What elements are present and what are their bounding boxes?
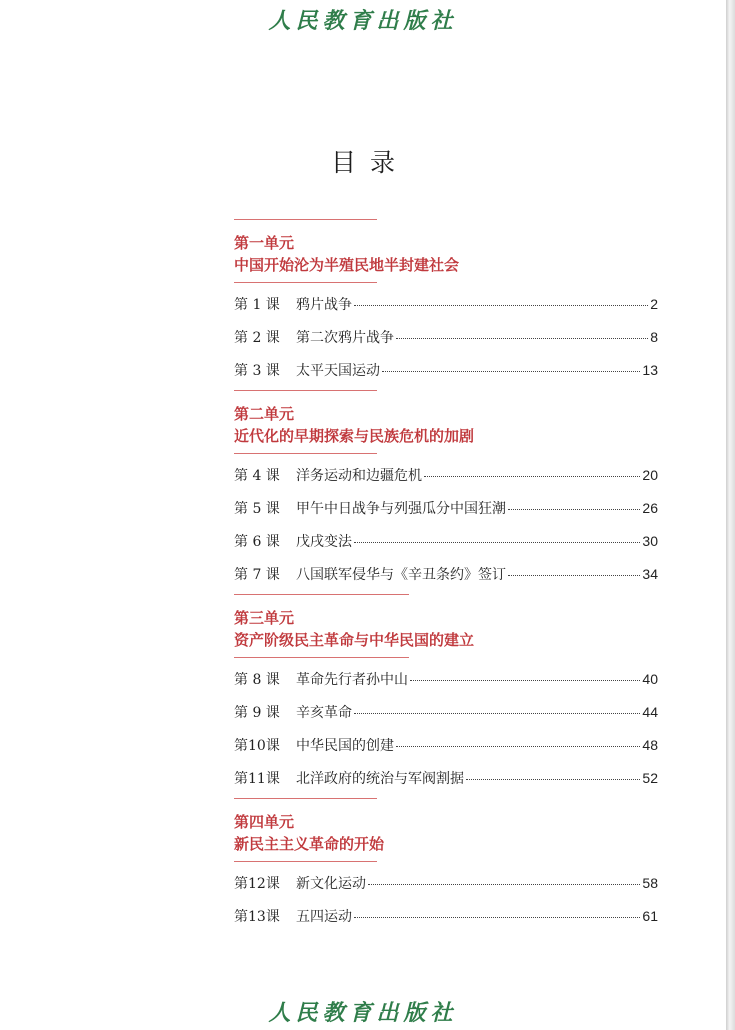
unit-rule-top <box>234 219 377 220</box>
lesson-name: 洋务运动和边疆危机 <box>296 468 422 484</box>
lesson-number: 第12课 <box>234 876 280 892</box>
lesson-name: 八国联军侵华与《辛丑条约》签订 <box>296 567 506 583</box>
leader-dots <box>410 679 640 681</box>
unit-heading <box>234 219 658 283</box>
lesson-number: 第 5 课 <box>234 501 280 517</box>
lesson-page: 44 <box>642 704 658 720</box>
publisher-logo-bottom: 人民教育出版社 <box>268 1000 458 1026</box>
unit-title: 近代化的早期探索与民族危机的加剧 <box>234 427 475 445</box>
lesson-name: 新文化运动 <box>296 876 366 892</box>
unit-title: 中国开始沦为半殖民地半封建社会 <box>234 256 460 274</box>
unit-title: 资产阶级民主革命与中华民国的建立 <box>234 631 475 649</box>
unit-heading <box>234 390 658 454</box>
lesson-entry[interactable] <box>234 873 658 893</box>
unit-1 <box>234 219 658 380</box>
lesson-page: 34 <box>642 566 658 582</box>
lesson-page: 48 <box>642 737 658 753</box>
lesson-entry[interactable] <box>234 327 658 347</box>
unit-rule-top <box>234 594 409 595</box>
unit-heading <box>234 798 658 862</box>
lesson-number: 第 3 课 <box>234 363 280 379</box>
lesson-name: 辛亥革命 <box>296 705 352 721</box>
unit-rule-bottom <box>234 282 377 283</box>
unit-title: 新民主主义革命的开始 <box>234 835 385 853</box>
lesson-number: 第 1 课 <box>234 297 280 313</box>
lesson-entry[interactable] <box>234 498 658 518</box>
lesson-page: 61 <box>642 908 658 924</box>
leader-dots <box>368 883 640 885</box>
lesson-name: 革命先行者孙中山 <box>296 672 408 688</box>
leader-dots <box>396 337 648 339</box>
lesson-name: 北洋政府的统治与军阀割据 <box>296 771 464 787</box>
lesson-number: 第 4 课 <box>234 468 280 484</box>
lesson-entry[interactable] <box>234 735 658 755</box>
leader-dots <box>354 304 648 306</box>
unit-4 <box>234 798 658 926</box>
lesson-entry[interactable] <box>234 702 658 722</box>
lesson-name: 太平天国运动 <box>296 363 380 379</box>
lesson-number: 第 6 课 <box>234 534 280 550</box>
leader-dots <box>354 916 640 918</box>
lesson-number: 第 9 课 <box>234 705 280 721</box>
publisher-logo-top: 人民教育出版社 <box>268 8 458 34</box>
lesson-name: 鸦片战争 <box>296 297 352 313</box>
lesson-entry[interactable] <box>234 906 658 926</box>
unit-3 <box>234 594 658 788</box>
lesson-page: 40 <box>642 671 658 687</box>
lesson-page: 58 <box>642 875 658 891</box>
unit-2 <box>234 390 658 584</box>
lesson-page: 26 <box>642 500 658 516</box>
page-title: 目录 <box>330 148 409 177</box>
leader-dots <box>466 778 640 780</box>
lesson-entry[interactable] <box>234 294 658 314</box>
lesson-number: 第 8 课 <box>234 672 280 688</box>
lesson-number: 第13课 <box>234 909 280 925</box>
lesson-page: 20 <box>642 467 658 483</box>
lesson-entry[interactable] <box>234 531 658 551</box>
lesson-name: 五四运动 <box>296 909 352 925</box>
lesson-number: 第11课 <box>234 771 280 787</box>
leader-dots <box>382 370 640 372</box>
lesson-entry[interactable] <box>234 669 658 689</box>
leader-dots <box>354 541 640 543</box>
table-of-contents <box>234 219 658 939</box>
lesson-entry[interactable] <box>234 465 658 485</box>
lesson-page: 8 <box>650 329 658 345</box>
leader-dots <box>396 745 640 747</box>
unit-label: 第三单元 <box>234 609 295 627</box>
lesson-entry[interactable] <box>234 360 658 380</box>
unit-label: 第二单元 <box>234 405 295 423</box>
unit-rule-top <box>234 798 377 799</box>
lesson-name: 戊戌变法 <box>296 534 352 550</box>
leader-dots <box>508 574 640 576</box>
lesson-page: 52 <box>642 770 658 786</box>
unit-rule-top <box>234 390 377 391</box>
lesson-page: 2 <box>650 296 658 312</box>
book-spine-edge <box>726 0 735 1030</box>
lesson-name: 中华民国的创建 <box>296 738 394 754</box>
lesson-number: 第 7 课 <box>234 567 280 583</box>
lesson-number: 第10课 <box>234 738 280 754</box>
unit-rule-bottom <box>234 657 409 658</box>
unit-rule-bottom <box>234 453 377 454</box>
leader-dots <box>508 508 640 510</box>
unit-heading <box>234 594 658 658</box>
lesson-number: 第 2 课 <box>234 330 280 346</box>
unit-label: 第四单元 <box>234 813 295 831</box>
lesson-name: 甲午中日战争与列强瓜分中国狂潮 <box>296 501 506 517</box>
leader-dots <box>354 712 640 714</box>
lesson-page: 30 <box>642 533 658 549</box>
unit-rule-bottom <box>234 861 377 862</box>
unit-label: 第一单元 <box>234 234 295 252</box>
lesson-name: 第二次鸦片战争 <box>296 330 394 346</box>
leader-dots <box>424 475 640 477</box>
lesson-entry[interactable] <box>234 768 658 788</box>
lesson-entry[interactable] <box>234 564 658 584</box>
lesson-page: 13 <box>642 362 658 378</box>
